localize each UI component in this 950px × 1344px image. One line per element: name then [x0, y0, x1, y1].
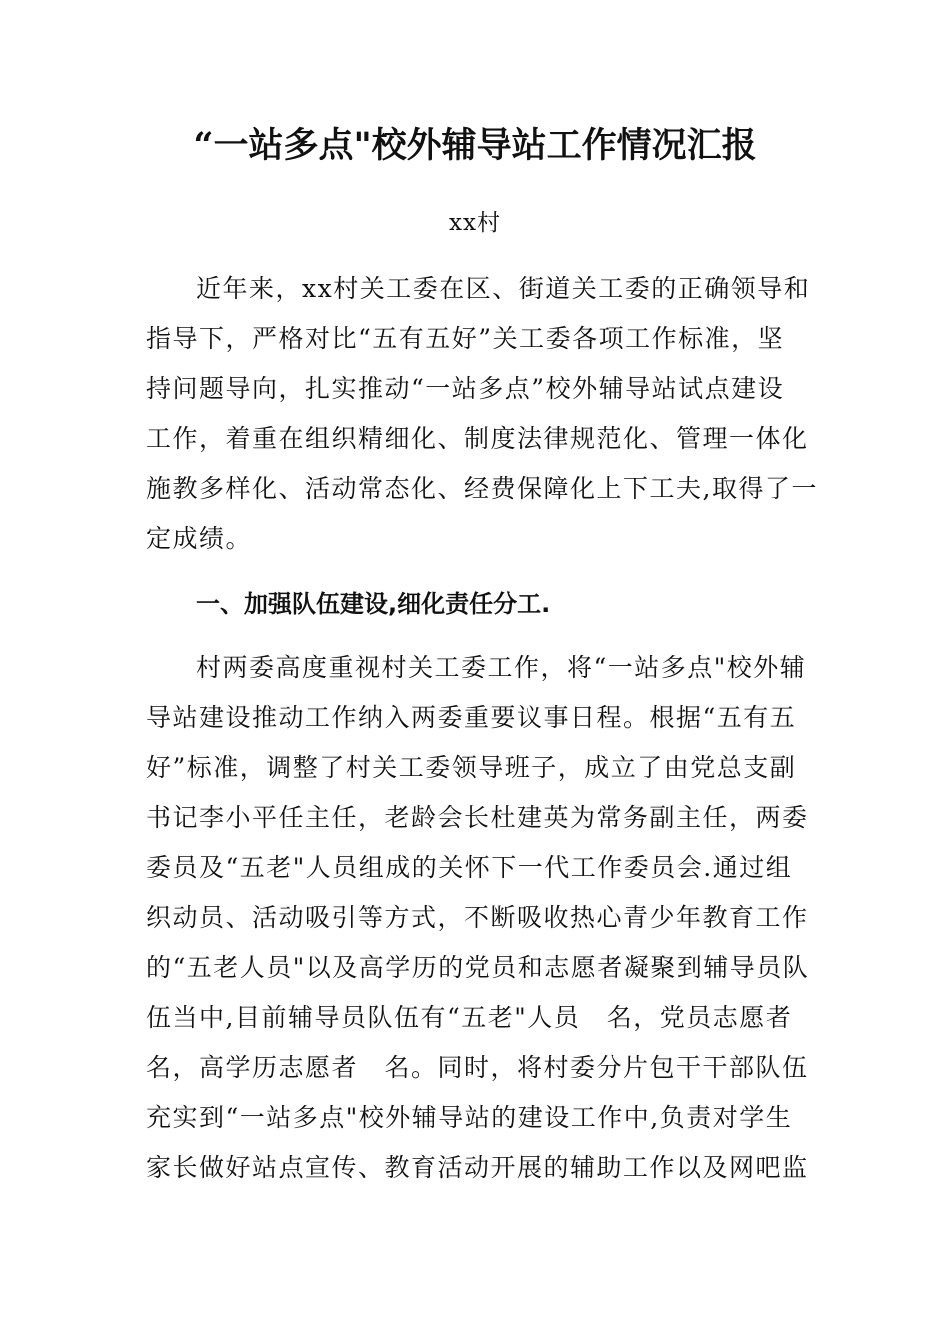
- intro-line: 持问题导向，扎实推动“一站多点”校外辅导站试点建设: [146, 374, 785, 403]
- section-line: 名，高学历志愿者 名。同时，将村委分片包干干部队伍: [146, 1053, 809, 1082]
- section-line: 村两委高度重视村关工委工作，将“一站多点"校外辅: [196, 653, 807, 682]
- intro-line: 施教多样化、活动常态化、经费保障化上下工夫,取得了一: [146, 474, 818, 503]
- section-heading: 一、加强队伍建设,细化责任分工.: [196, 590, 551, 618]
- section-line: 委员及“五老"人员组成的关怀下一代工作委员会.通过组: [146, 853, 793, 882]
- document-author: xx村: [449, 210, 501, 236]
- intro-line: 近年来，xx村关工委在区、街道关工委的正确领导和: [196, 274, 811, 303]
- intro-line: 定成绩。: [146, 524, 253, 553]
- intro-line: 工作，着重在组织精细化、制度法律规范化、管理一体化: [146, 424, 809, 453]
- section-line: 好”标准，调整了村关工委领导班子，成立了由党总支副: [146, 753, 797, 782]
- section-line: 充实到“一站多点"校外辅导站的建设工作中,负责对学生: [146, 1103, 793, 1132]
- section-line: 伍当中,目前辅导员队伍有“五老"人员 名，党员志愿者: [146, 1003, 793, 1032]
- section-line: 织动员、活动吸引等方式，不断吸收热心青少年教育工作: [146, 903, 809, 932]
- section-line: 导站建设推动工作纳入两委重要议事日程。根据“五有五: [146, 703, 797, 732]
- document-title: “一站多点"校外辅导站工作情况汇报: [193, 125, 757, 166]
- section-line: 书记李小平任主任，老龄会长杜建英为常务副主任，两委: [146, 803, 809, 832]
- section-line: 家长做好站点宣传、教育活动开展的辅助工作以及网吧监: [146, 1153, 809, 1182]
- section-line: 的“五老人员"以及高学历的党员和志愿者凝聚到辅导员队: [146, 953, 810, 982]
- intro-line: 指导下，严格对比“五有五好”关工委各项工作标准，坚: [146, 324, 785, 353]
